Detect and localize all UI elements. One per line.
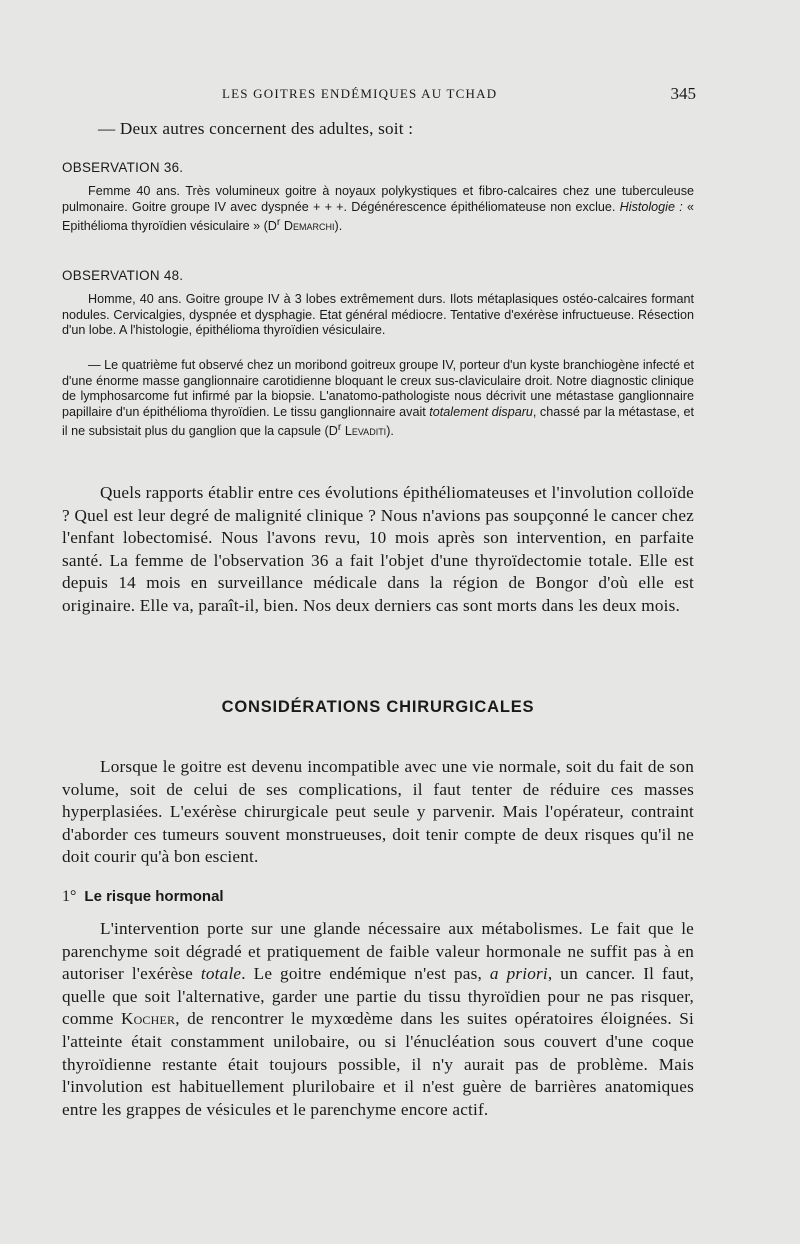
- emphasis-totale: totale: [200, 964, 242, 984]
- subsection-heading: [62, 888, 694, 906]
- subsection-number: 1°: [62, 888, 77, 905]
- section-title: CONSIDÉRATIONS CHIRURGICALES: [221, 698, 535, 716]
- author-demarchi: Demarchi: [283, 219, 335, 234]
- paragraph-hormonal: L'intervention porte sur une glande nécessaire aux métabolismes. Le fait que le parenchyme soit dégradé et pratiquement de faible valeur hormonale ne suffit pas à en autoriser l'exérèse totale. Le goitre endémique n'est pas, a priori, un cancer. Il faut, quelle que soit l'alternative, garder une partie du tissu thyroïdien pour ne pas risquer, comme Kocher, de rencontrer le myxœdème dans les suites opératoires éloignées. Si l'atteinte était constamment unilobaire, ou si l'énucléation sous couvert d'une coque thyroïdienne restante était toujours possible, il n'y aurait pas de problème. Mais l'involution est habituellement plurilobaire et il n'est guère de barrières anatomiques entre les grappes de vésicules et le parenchyme encore actif.: [62, 919, 695, 1119]
- observation-48-text: Homme, 40 ans. Goitre groupe IV à 3 lobes extrêmement durs. Ilots métaplasiques ostéo-calcaires formant nodules. Cervicalgies, dyspnée et dysphagie. Etat général médiocre. Tentative d'exérèse infructueuse. Résection d'un lobe. A l'histologie, épithélioma thyroïdien vésiculaire.: [62, 292, 694, 338]
- subsection-title: Le risque hormonal: [84, 888, 224, 905]
- paragraph-relations: Quels rapports établir entre ces évolutions épithéliomateuses et l'involution colloïde ? Quel est leur degré de malignité clinique ? Nous n'avions pas soupçonné le cancer chez l'enfant lobectomisé. Nous l'avons revu, 10 mois après son intervention, en parfaite santé. La femme de l'observation 36 a fait l'objet d'une thyroïdectomie totale. Elle est depuis 14 mois en surveillance médicale dans la région de Bongor d'où elle est originaire. Elle va, paraît-il, bien. Nos deux derniers cas sont morts dans les deux mois.: [62, 483, 694, 615]
- emphasis-totalement-disparu: totalement disparu: [429, 404, 533, 419]
- running-title: LES GOITRES ENDÉMIQUES AU TCHAD: [222, 86, 498, 101]
- observation-36-heading: OBSERVATION 36.: [62, 160, 184, 175]
- fourth-case-text: — Le quatrième fut observé chez un moribond goitreux groupe IV, porteur d'un kyste branchiogène infecté et d'une énorme masse ganglionnaire carotidienne bloquant le creux sus-claviculaire droit. Notre diagnostic clinique de lymphosarcome fut infirmé par la biopsie. L'anatomo-pathologiste nous décrivit une métastase ganglionnaire papillaire d'un épithélioma thyroïdien. Le tissu ganglionnaire avait totalement disparu, chassé par la métastase, et il ne subsistait plus du ganglion que la capsule ($D^r$ Levaditi).: [62, 358, 694, 439]
- observation-36-text: Femme 40 ans. Très volumineux goitre à noyaux polykystiques et fibro-calcaires chez une tuberculeuse pulmonaire. Goitre groupe IV avec dyspnée + + +. Dégénérescence épithéliomateuse non exclue. Histologie : « Epithélioma thyroïdien vésiculaire » ($D^r$ Demarchi).: [62, 184, 695, 234]
- histologie-label: Histologie :: [619, 199, 683, 214]
- paragraph-surgery: Lorsque le goitre est devenu incompatible avec une vie normale, soit du fait de son volume, soit de celui de ses complications, il faut tenter de réduire ces masses hyperplasiées. L'exérèse chirurgicale peut seule y parvenir. Mais l'opérateur, contraint d'aborder ces tumeurs souvent monstrueuses, doit tenir compte de deux risques qu'il ne doit courir qu'à bon escient.: [62, 757, 694, 867]
- running-header: [62, 84, 696, 104]
- emphasis-a-priori: a priori: [489, 964, 548, 984]
- page-number: 345: [670, 84, 696, 103]
- observation-48-heading: OBSERVATION 48.: [62, 268, 184, 283]
- author-kocher: Kocher: [120, 1009, 176, 1029]
- intro-line: — Deux autres concernent des adultes, soit :: [98, 119, 414, 138]
- author-levaditi: Levaditi: [344, 424, 387, 439]
